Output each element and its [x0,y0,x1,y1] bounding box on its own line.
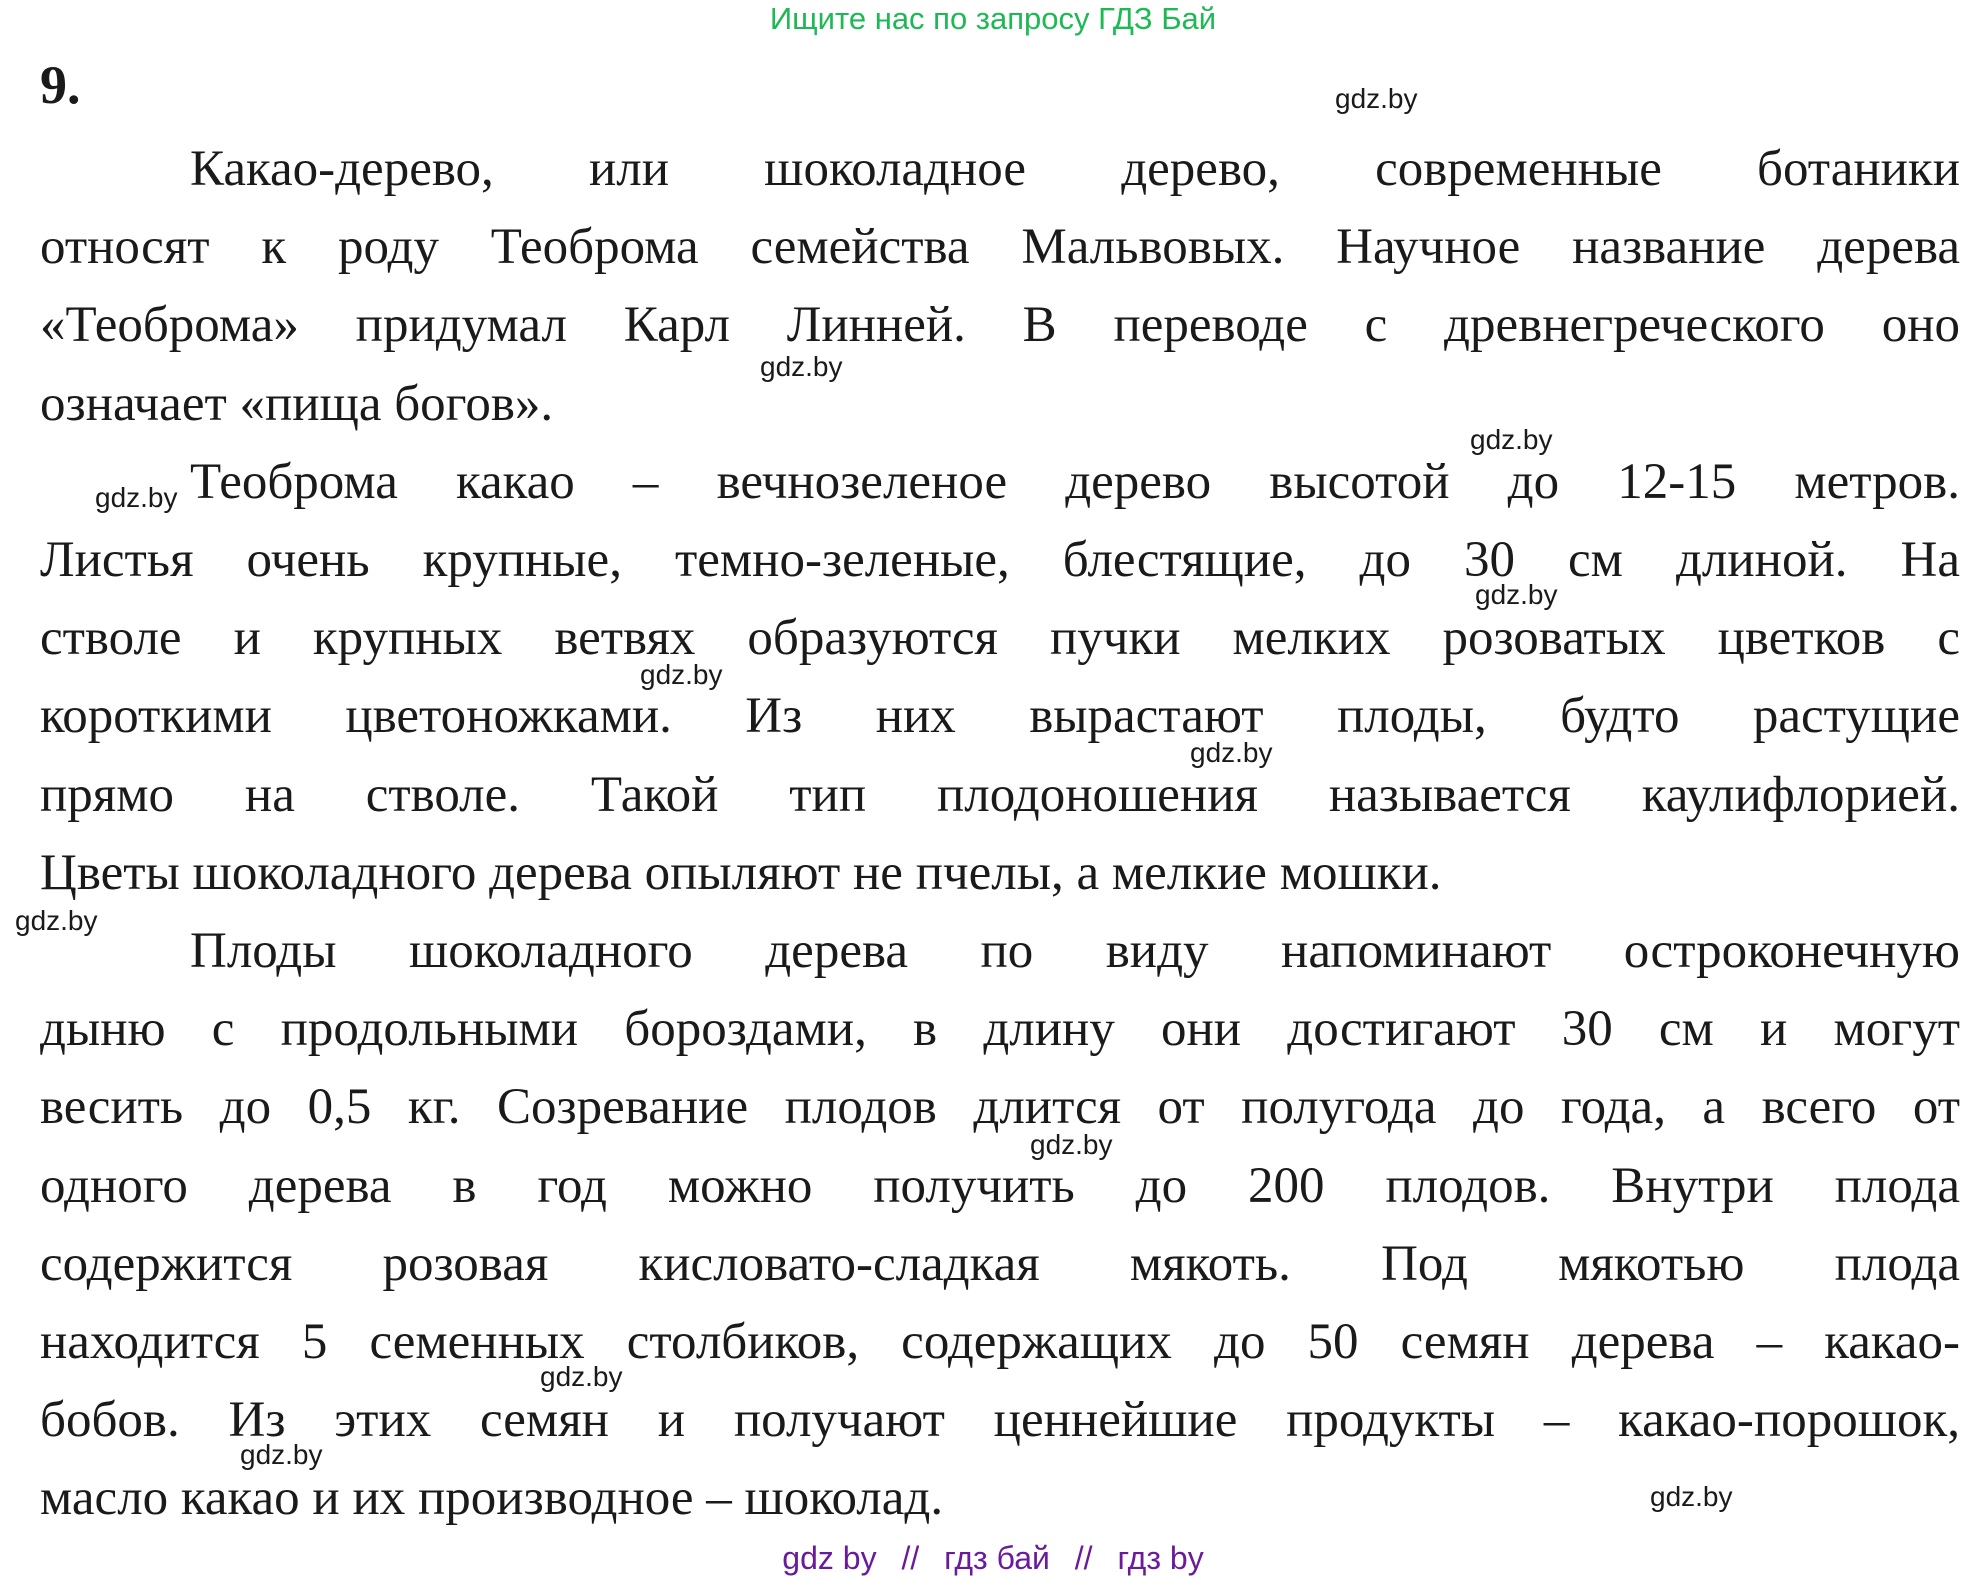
text-line: Какао-дерево, или шоколадное дерево, современные ботаники [190,141,1960,197]
watermark: gdz.by [540,1361,623,1392]
text-line: Цветы шоколадного дерева опыляют не пчелы, а мелкие мошки. [40,844,1442,901]
paragraph-3 [40,912,1960,1538]
text-line: находится 5 семенных столбиков, содержащих до 50 семян дерева – какао- [40,1314,1960,1371]
paragraph-1 [40,130,1960,443]
watermark: gdz.by [640,659,723,690]
watermark: gdz.by [1470,424,1553,455]
text-line: прямо на стволе. Такой тип плодоношения называется каулифлорией. [40,766,1960,823]
watermark: gdz.by [1650,1481,1733,1512]
text-line: «Теоброма» придумал Карл Линней. В переводе с древнегреческого оно [40,297,1960,354]
text-line: масло какао и их производное – шоколад. [40,1470,944,1527]
text-line: одного дерева в год можно получить до 200 плодов. Внутри плода [40,1157,1960,1214]
footer-separator: // [1074,1540,1093,1576]
search-hint-banner: Ищите нас по запросу ГДЗ Бай [769,1,1217,36]
watermark: gdz.by [760,351,843,382]
watermark: gdz.by [15,905,98,936]
text-line: Листья очень крупные, темно-зеленые, блестящие, до 30 см длиной. На [40,532,1960,589]
watermark: gdz.by [95,482,178,513]
watermark: gdz.by [1190,737,1273,768]
text-line: относят к роду Теоброма семейства Мальвовых. Научное название дерева [40,219,1960,276]
footer-link[interactable]: гдз by [1117,1540,1204,1576]
footer-link[interactable]: gdz by [782,1540,877,1576]
answer-text [40,130,1960,1538]
footer-links [0,1540,1986,1576]
task-number: 9. [40,55,81,115]
watermark: gdz.by [240,1439,323,1470]
paragraph-2 [40,443,1960,912]
footer-link[interactable]: гдз бай [944,1540,1050,1576]
text-line: весить до 0,5 кг. Созревание плодов длится от полугода до года, а всего от [40,1079,1960,1136]
text-line: означает «пища богов». [40,375,554,432]
text-line: короткими цветоножками. Из них вырастают плоды, будто растущие [40,688,1960,745]
text-line: стволе и крупных ветвях образуются пучки мелких розоватых цветков с [40,610,1960,667]
text-line: бобов. Из этих семян и получают ценнейшие продукты – какао-порошок, [40,1392,1960,1449]
watermark: gdz.by [1475,579,1558,610]
footer-separator: // [901,1540,920,1576]
text-line: Теоброма какао – вечнозеленое дерево высотой до 12-15 метров. [190,453,1960,510]
watermark: gdz.by [1335,83,1418,114]
watermark: gdz.by [1030,1129,1113,1160]
text-line: содержится розовая кисловато-сладкая мякоть. Под мякотью плода [40,1235,1960,1292]
text-line: Плоды шоколадного дерева по виду напоминают остроконечную [190,923,1960,980]
text-line: дыню с продольными бороздами, в длину они достигают 30 см и могут [40,1001,1960,1058]
